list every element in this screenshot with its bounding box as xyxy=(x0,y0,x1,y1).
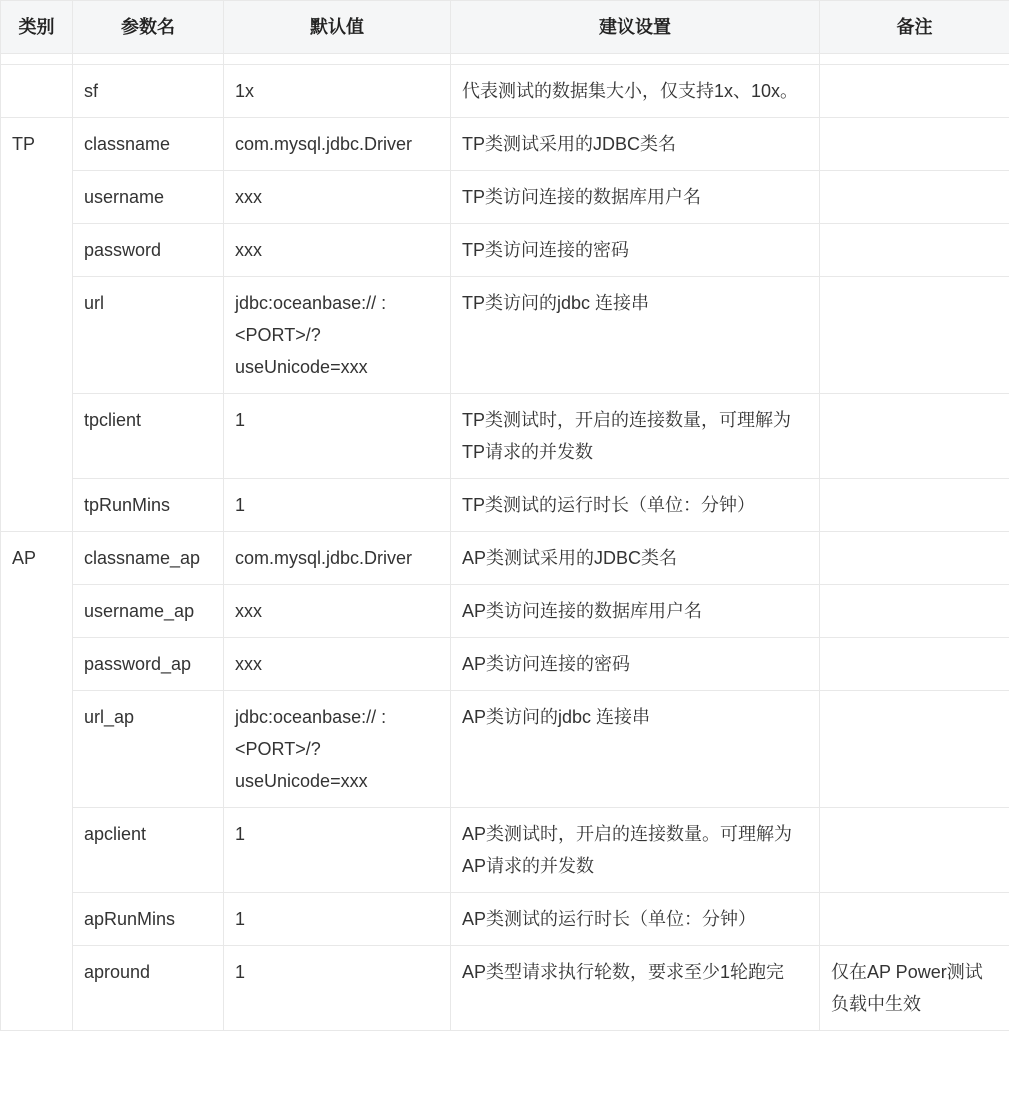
table-cell xyxy=(224,54,451,65)
suggestion-cell: TP类访问连接的密码 xyxy=(451,224,820,277)
remark-cell xyxy=(820,691,1009,808)
table-row xyxy=(1,394,1009,479)
category-cell xyxy=(1,65,73,118)
suggestion-cell: AP类测试的运行时长（单位：分钟） xyxy=(451,893,820,946)
param-name-cell: username_ap xyxy=(73,585,224,638)
table-cell xyxy=(73,54,224,65)
remark-cell xyxy=(820,171,1009,224)
table-cell xyxy=(820,54,1009,65)
remark-cell xyxy=(820,65,1009,118)
table-row xyxy=(1,808,1009,893)
default-value-cell: 1 xyxy=(224,946,451,1031)
table-row xyxy=(1,65,1009,118)
remark-cell xyxy=(820,118,1009,171)
table-cell xyxy=(1,54,73,65)
default-value-cell: com.mysql.jdbc.Driver xyxy=(224,532,451,585)
param-name-cell: password xyxy=(73,224,224,277)
param-name-cell: url_ap xyxy=(73,691,224,808)
param-name-cell: apRunMins xyxy=(73,893,224,946)
param-name-cell: tpRunMins xyxy=(73,479,224,532)
table-row xyxy=(1,277,1009,394)
suggestion-cell: TP类测试时，开启的连接数量，可理解为TP请求的并发数 xyxy=(451,394,820,479)
default-value-cell: 1 xyxy=(224,893,451,946)
remark-cell xyxy=(820,893,1009,946)
param-name-cell: classname xyxy=(73,118,224,171)
default-value-cell: jdbc:oceanbase:// :<PORT>/?useUnicode=xxx xyxy=(224,277,451,394)
default-value-cell: jdbc:oceanbase:// :<PORT>/?useUnicode=xxx xyxy=(224,691,451,808)
default-value-cell: 1 xyxy=(224,394,451,479)
table-row xyxy=(1,118,1009,171)
category-cell: TP xyxy=(1,118,73,532)
table-row-partial xyxy=(1,54,1009,65)
suggestion-cell: TP类访问连接的数据库用户名 xyxy=(451,171,820,224)
remark-cell xyxy=(820,585,1009,638)
table-row xyxy=(1,171,1009,224)
table-row xyxy=(1,691,1009,808)
default-value-cell: xxx xyxy=(224,638,451,691)
suggestion-cell: 代表测试的数据集大小，仅支持1x、10x。 xyxy=(451,65,820,118)
remark-cell xyxy=(820,638,1009,691)
remark-cell xyxy=(820,394,1009,479)
remark-cell xyxy=(820,224,1009,277)
remark-cell xyxy=(820,808,1009,893)
remark-cell xyxy=(820,479,1009,532)
table-row xyxy=(1,532,1009,585)
category-cell: AP xyxy=(1,532,73,1031)
default-value-cell: 1x xyxy=(224,65,451,118)
param-name-cell: url xyxy=(73,277,224,394)
param-name-cell: tpclient xyxy=(73,394,224,479)
param-name-cell: username xyxy=(73,171,224,224)
suggestion-cell: TP类测试采用的JDBC类名 xyxy=(451,118,820,171)
table-row xyxy=(1,479,1009,532)
suggestion-cell: AP类访问连接的数据库用户名 xyxy=(451,585,820,638)
table-row xyxy=(1,946,1009,1031)
suggestion-cell: AP类访问的jdbc 连接串 xyxy=(451,691,820,808)
suggestion-cell: AP类测试采用的JDBC类名 xyxy=(451,532,820,585)
suggestion-cell: AP类型请求执行轮数，要求至少1轮跑完 xyxy=(451,946,820,1031)
header-remark: 备注 xyxy=(820,1,1009,54)
remark-cell xyxy=(820,532,1009,585)
param-name-cell: sf xyxy=(73,65,224,118)
param-name-cell: classname_ap xyxy=(73,532,224,585)
table-row xyxy=(1,224,1009,277)
table-header-row xyxy=(1,1,1009,54)
param-name-cell: password_ap xyxy=(73,638,224,691)
param-name-cell: apround xyxy=(73,946,224,1031)
table-cell xyxy=(451,54,820,65)
default-value-cell: 1 xyxy=(224,479,451,532)
header-default-value: 默认值 xyxy=(224,1,451,54)
table-row xyxy=(1,585,1009,638)
default-value-cell: com.mysql.jdbc.Driver xyxy=(224,118,451,171)
suggestion-cell: TP类访问的jdbc 连接串 xyxy=(451,277,820,394)
default-value-cell: xxx xyxy=(224,171,451,224)
suggestion-cell: AP类测试时，开启的连接数量。可理解为AP请求的并发数 xyxy=(451,808,820,893)
param-name-cell: apclient xyxy=(73,808,224,893)
default-value-cell: 1 xyxy=(224,808,451,893)
remark-cell xyxy=(820,277,1009,394)
table-row xyxy=(1,893,1009,946)
header-param-name: 参数名 xyxy=(73,1,224,54)
header-category: 类别 xyxy=(1,1,73,54)
default-value-cell: xxx xyxy=(224,585,451,638)
header-suggestion: 建议设置 xyxy=(451,1,820,54)
table-row xyxy=(1,638,1009,691)
remark-cell: 仅在AP Power测试负载中生效 xyxy=(820,946,1009,1031)
default-value-cell: xxx xyxy=(224,224,451,277)
suggestion-cell: AP类访问连接的密码 xyxy=(451,638,820,691)
suggestion-cell: TP类测试的运行时长（单位：分钟） xyxy=(451,479,820,532)
